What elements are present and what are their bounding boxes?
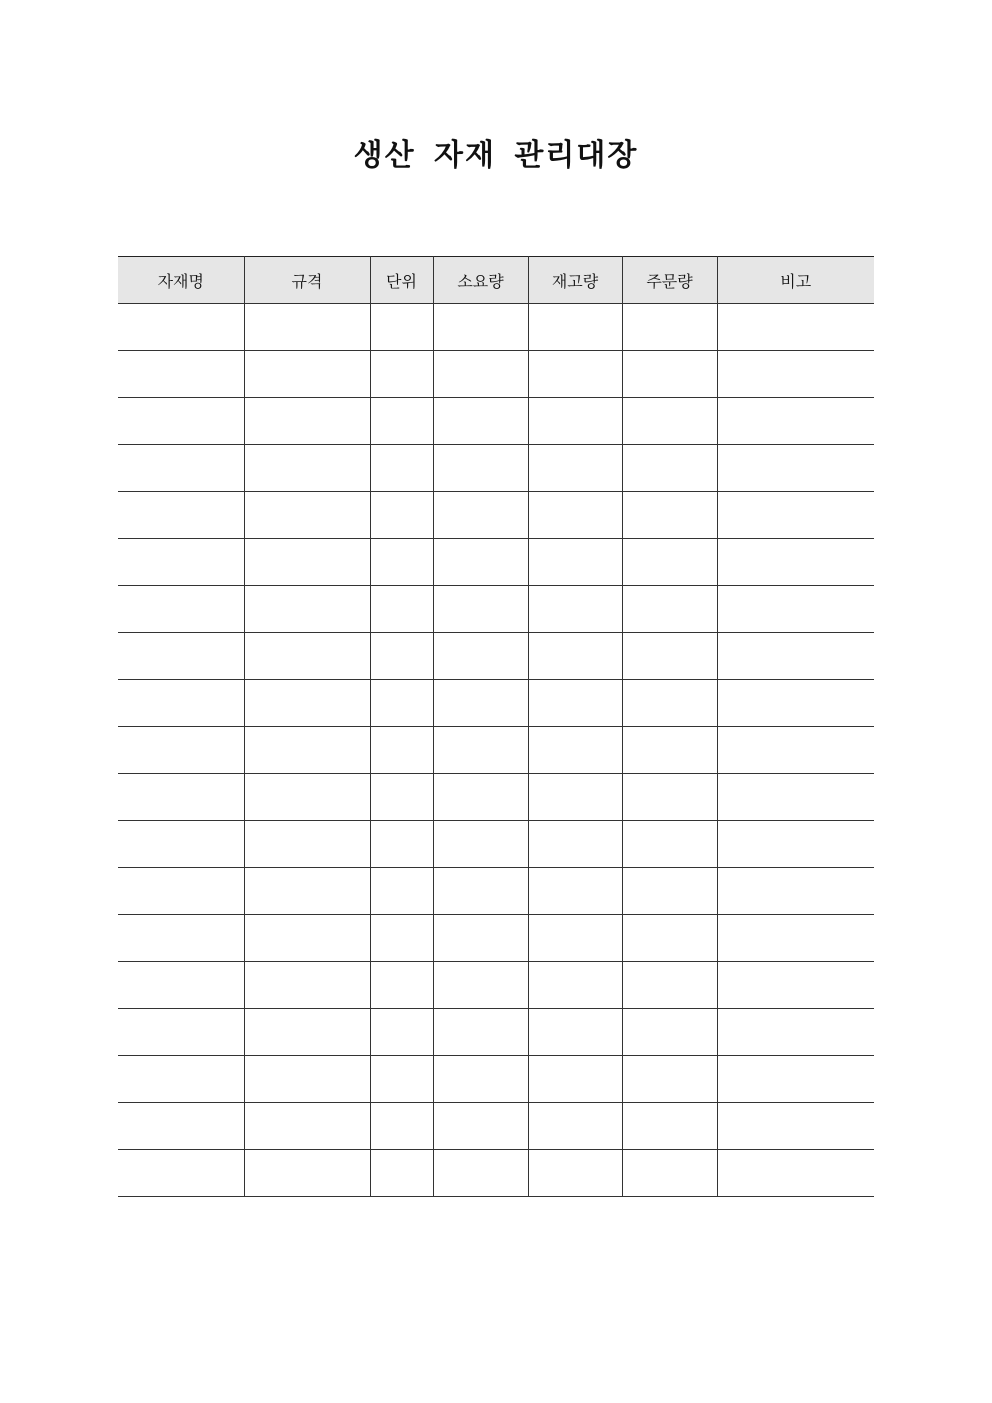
table-body	[118, 304, 874, 1197]
cell-order-qty[interactable]	[622, 1103, 717, 1150]
column-header-stock-qty: 재고량	[528, 257, 622, 304]
cell-material-name[interactable]	[118, 727, 244, 774]
cell-specification[interactable]	[244, 445, 370, 492]
cell-required-qty[interactable]	[433, 539, 528, 586]
cell-required-qty[interactable]	[433, 304, 528, 351]
cell-unit[interactable]	[370, 1056, 433, 1103]
cell-specification[interactable]	[244, 304, 370, 351]
cell-material-name[interactable]	[118, 868, 244, 915]
cell-stock-qty[interactable]	[528, 539, 622, 586]
cell-order-qty[interactable]	[622, 586, 717, 633]
cell-required-qty[interactable]	[433, 868, 528, 915]
cell-material-name[interactable]	[118, 586, 244, 633]
table-row	[118, 633, 874, 680]
cell-unit[interactable]	[370, 868, 433, 915]
cell-specification[interactable]	[244, 492, 370, 539]
cell-specification[interactable]	[244, 774, 370, 821]
cell-required-qty[interactable]	[433, 1103, 528, 1150]
cell-material-name[interactable]	[118, 398, 244, 445]
cell-required-qty[interactable]	[433, 1009, 528, 1056]
column-header-order-qty: 주문량	[622, 257, 717, 304]
cell-remarks[interactable]	[717, 821, 874, 868]
cell-unit[interactable]	[370, 1009, 433, 1056]
cell-order-qty[interactable]	[622, 774, 717, 821]
table-row	[118, 492, 874, 539]
cell-material-name[interactable]	[118, 492, 244, 539]
cell-unit[interactable]	[370, 962, 433, 1009]
table-header	[118, 257, 874, 304]
cell-required-qty[interactable]	[433, 398, 528, 445]
table-row	[118, 915, 874, 962]
cell-stock-qty[interactable]	[528, 821, 622, 868]
cell-order-qty[interactable]	[622, 680, 717, 727]
cell-material-name[interactable]	[118, 774, 244, 821]
page-title: 생산 자재 관리대장	[353, 138, 639, 173]
cell-unit[interactable]	[370, 774, 433, 821]
cell-order-qty[interactable]	[622, 821, 717, 868]
cell-remarks[interactable]	[717, 962, 874, 1009]
cell-unit[interactable]	[370, 304, 433, 351]
cell-stock-qty[interactable]	[528, 1150, 622, 1197]
cell-stock-qty[interactable]	[528, 351, 622, 398]
table-row	[118, 351, 874, 398]
cell-unit[interactable]	[370, 821, 433, 868]
material-ledger-table	[118, 256, 874, 1197]
cell-stock-qty[interactable]	[528, 304, 622, 351]
cell-material-name[interactable]	[118, 633, 244, 680]
cell-order-qty[interactable]	[622, 304, 717, 351]
table-row	[118, 1009, 874, 1056]
column-header-unit: 단위	[370, 257, 433, 304]
table-row	[118, 680, 874, 727]
cell-stock-qty[interactable]	[528, 492, 622, 539]
cell-stock-qty[interactable]	[528, 1103, 622, 1150]
table-row	[118, 445, 874, 492]
cell-remarks[interactable]	[717, 586, 874, 633]
cell-remarks[interactable]	[717, 1056, 874, 1103]
cell-unit[interactable]	[370, 539, 433, 586]
cell-remarks[interactable]	[717, 492, 874, 539]
cell-required-qty[interactable]	[433, 680, 528, 727]
cell-unit[interactable]	[370, 680, 433, 727]
cell-material-name[interactable]	[118, 962, 244, 1009]
cell-order-qty[interactable]	[622, 445, 717, 492]
cell-order-qty[interactable]	[622, 633, 717, 680]
cell-order-qty[interactable]	[622, 915, 717, 962]
cell-remarks[interactable]	[717, 304, 874, 351]
cell-unit[interactable]	[370, 492, 433, 539]
cell-specification[interactable]	[244, 539, 370, 586]
cell-remarks[interactable]	[717, 727, 874, 774]
cell-specification[interactable]	[244, 915, 370, 962]
cell-required-qty[interactable]	[433, 821, 528, 868]
cell-material-name[interactable]	[118, 445, 244, 492]
cell-required-qty[interactable]	[433, 727, 528, 774]
cell-remarks[interactable]	[717, 774, 874, 821]
cell-specification[interactable]	[244, 586, 370, 633]
cell-material-name[interactable]	[118, 304, 244, 351]
cell-remarks[interactable]	[717, 868, 874, 915]
cell-remarks[interactable]	[717, 1009, 874, 1056]
cell-stock-qty[interactable]	[528, 398, 622, 445]
cell-unit[interactable]	[370, 445, 433, 492]
cell-required-qty[interactable]	[433, 633, 528, 680]
cell-stock-qty[interactable]	[528, 586, 622, 633]
cell-required-qty[interactable]	[433, 962, 528, 1009]
cell-stock-qty[interactable]	[528, 962, 622, 1009]
cell-stock-qty[interactable]	[528, 727, 622, 774]
cell-material-name[interactable]	[118, 821, 244, 868]
cell-material-name[interactable]	[118, 351, 244, 398]
table-row	[118, 539, 874, 586]
cell-required-qty[interactable]	[433, 915, 528, 962]
cell-stock-qty[interactable]	[528, 868, 622, 915]
cell-stock-qty[interactable]	[528, 445, 622, 492]
table-row	[118, 304, 874, 351]
cell-required-qty[interactable]	[433, 492, 528, 539]
cell-stock-qty[interactable]	[528, 1056, 622, 1103]
cell-order-qty[interactable]	[622, 539, 717, 586]
cell-unit[interactable]	[370, 586, 433, 633]
cell-material-name[interactable]	[118, 1150, 244, 1197]
cell-order-qty[interactable]	[622, 351, 717, 398]
cell-unit[interactable]	[370, 1150, 433, 1197]
cell-remarks[interactable]	[717, 1103, 874, 1150]
cell-unit[interactable]	[370, 727, 433, 774]
cell-material-name[interactable]	[118, 1056, 244, 1103]
cell-specification[interactable]	[244, 1103, 370, 1150]
cell-required-qty[interactable]	[433, 774, 528, 821]
cell-remarks[interactable]	[717, 680, 874, 727]
cell-required-qty[interactable]	[433, 445, 528, 492]
table-row	[118, 727, 874, 774]
cell-order-qty[interactable]	[622, 1056, 717, 1103]
cell-remarks[interactable]	[717, 398, 874, 445]
cell-remarks[interactable]	[717, 915, 874, 962]
cell-unit[interactable]	[370, 398, 433, 445]
cell-specification[interactable]	[244, 727, 370, 774]
cell-stock-qty[interactable]	[528, 1009, 622, 1056]
cell-material-name[interactable]	[118, 915, 244, 962]
cell-order-qty[interactable]	[622, 868, 717, 915]
cell-unit[interactable]	[370, 915, 433, 962]
table-row	[118, 586, 874, 633]
cell-order-qty[interactable]	[622, 492, 717, 539]
table-row	[118, 774, 874, 821]
cell-specification[interactable]	[244, 1009, 370, 1056]
table-row	[118, 868, 874, 915]
table-row	[118, 398, 874, 445]
table-row	[118, 962, 874, 1009]
cell-order-qty[interactable]	[622, 1009, 717, 1056]
cell-order-qty[interactable]	[622, 398, 717, 445]
cell-stock-qty[interactable]	[528, 774, 622, 821]
cell-unit[interactable]	[370, 1103, 433, 1150]
cell-required-qty[interactable]	[433, 1150, 528, 1197]
cell-order-qty[interactable]	[622, 1150, 717, 1197]
cell-material-name[interactable]	[118, 680, 244, 727]
cell-specification[interactable]	[244, 1150, 370, 1197]
table-row	[118, 1056, 874, 1103]
cell-specification[interactable]	[244, 398, 370, 445]
cell-specification[interactable]	[244, 1056, 370, 1103]
cell-specification[interactable]	[244, 680, 370, 727]
cell-remarks[interactable]	[717, 1150, 874, 1197]
cell-remarks[interactable]	[717, 445, 874, 492]
cell-required-qty[interactable]	[433, 586, 528, 633]
table-row	[118, 1103, 874, 1150]
column-header-required-qty: 소요량	[433, 257, 528, 304]
column-header-remarks: 비고	[717, 257, 874, 304]
header-row	[118, 257, 874, 304]
cell-specification[interactable]	[244, 633, 370, 680]
cell-remarks[interactable]	[717, 539, 874, 586]
cell-material-name[interactable]	[118, 1103, 244, 1150]
cell-specification[interactable]	[244, 821, 370, 868]
table-row	[118, 1150, 874, 1197]
cell-stock-qty[interactable]	[528, 915, 622, 962]
column-header-material-name: 자재명	[118, 257, 244, 304]
cell-remarks[interactable]	[717, 633, 874, 680]
cell-unit[interactable]	[370, 351, 433, 398]
cell-material-name[interactable]	[118, 539, 244, 586]
table-row	[118, 821, 874, 868]
cell-order-qty[interactable]	[622, 962, 717, 1009]
cell-remarks[interactable]	[717, 351, 874, 398]
cell-required-qty[interactable]	[433, 351, 528, 398]
cell-order-qty[interactable]	[622, 727, 717, 774]
cell-required-qty[interactable]	[433, 1056, 528, 1103]
column-header-specification: 규격	[244, 257, 370, 304]
cell-specification[interactable]	[244, 962, 370, 1009]
cell-specification[interactable]	[244, 868, 370, 915]
cell-specification[interactable]	[244, 351, 370, 398]
cell-stock-qty[interactable]	[528, 680, 622, 727]
cell-material-name[interactable]	[118, 1009, 244, 1056]
cell-stock-qty[interactable]	[528, 633, 622, 680]
cell-unit[interactable]	[370, 633, 433, 680]
